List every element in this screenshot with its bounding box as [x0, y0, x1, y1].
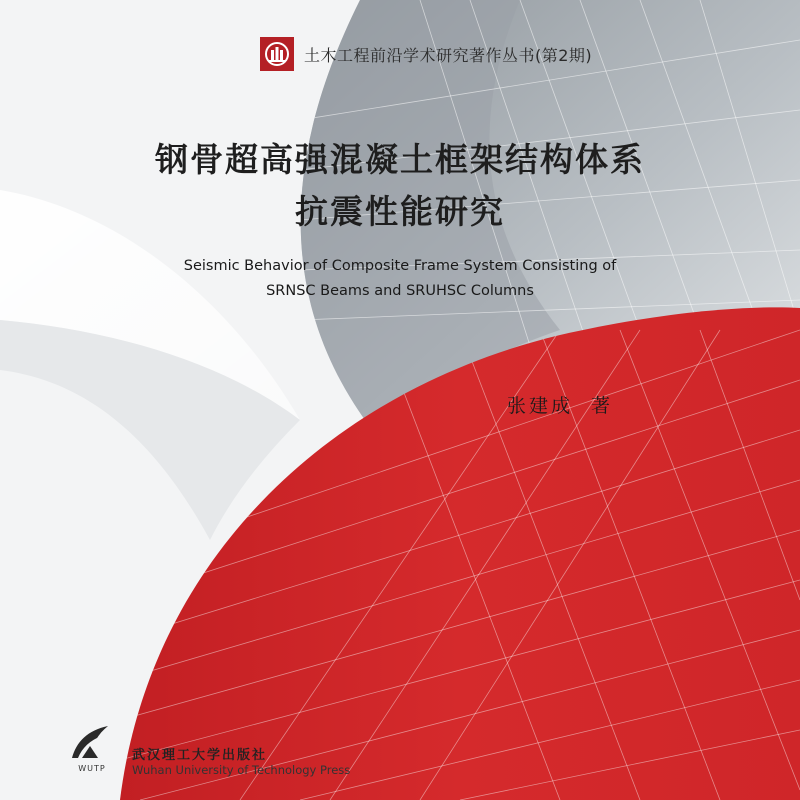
series-logo-icon: [260, 37, 294, 71]
book-subtitle-line1: Seismic Behavior of Composite Frame System Consisting of: [183, 258, 617, 274]
series-header: [260, 36, 592, 72]
publisher-logo-icon: [68, 722, 112, 762]
author-role: 著: [591, 395, 614, 417]
book-subtitle-line2: SRNSC Beams and SRUHSC Columns: [266, 283, 534, 299]
publisher-name-cn: 武汉理工大学出版社: [132, 748, 268, 763]
book-title-line2: 抗震性能研究: [295, 192, 505, 231]
publisher-logo-text: WUTP: [78, 764, 106, 773]
author-name: 张建成: [507, 395, 574, 417]
series-title: 土木工程前沿学术研究著作丛书(第2期): [304, 45, 593, 65]
book-title-line1: 钢骨超高强混凝土框架结构体系: [155, 140, 645, 179]
publisher-name-en: Wuhan University of Technology Press: [132, 763, 351, 777]
author-credit: [507, 391, 613, 418]
